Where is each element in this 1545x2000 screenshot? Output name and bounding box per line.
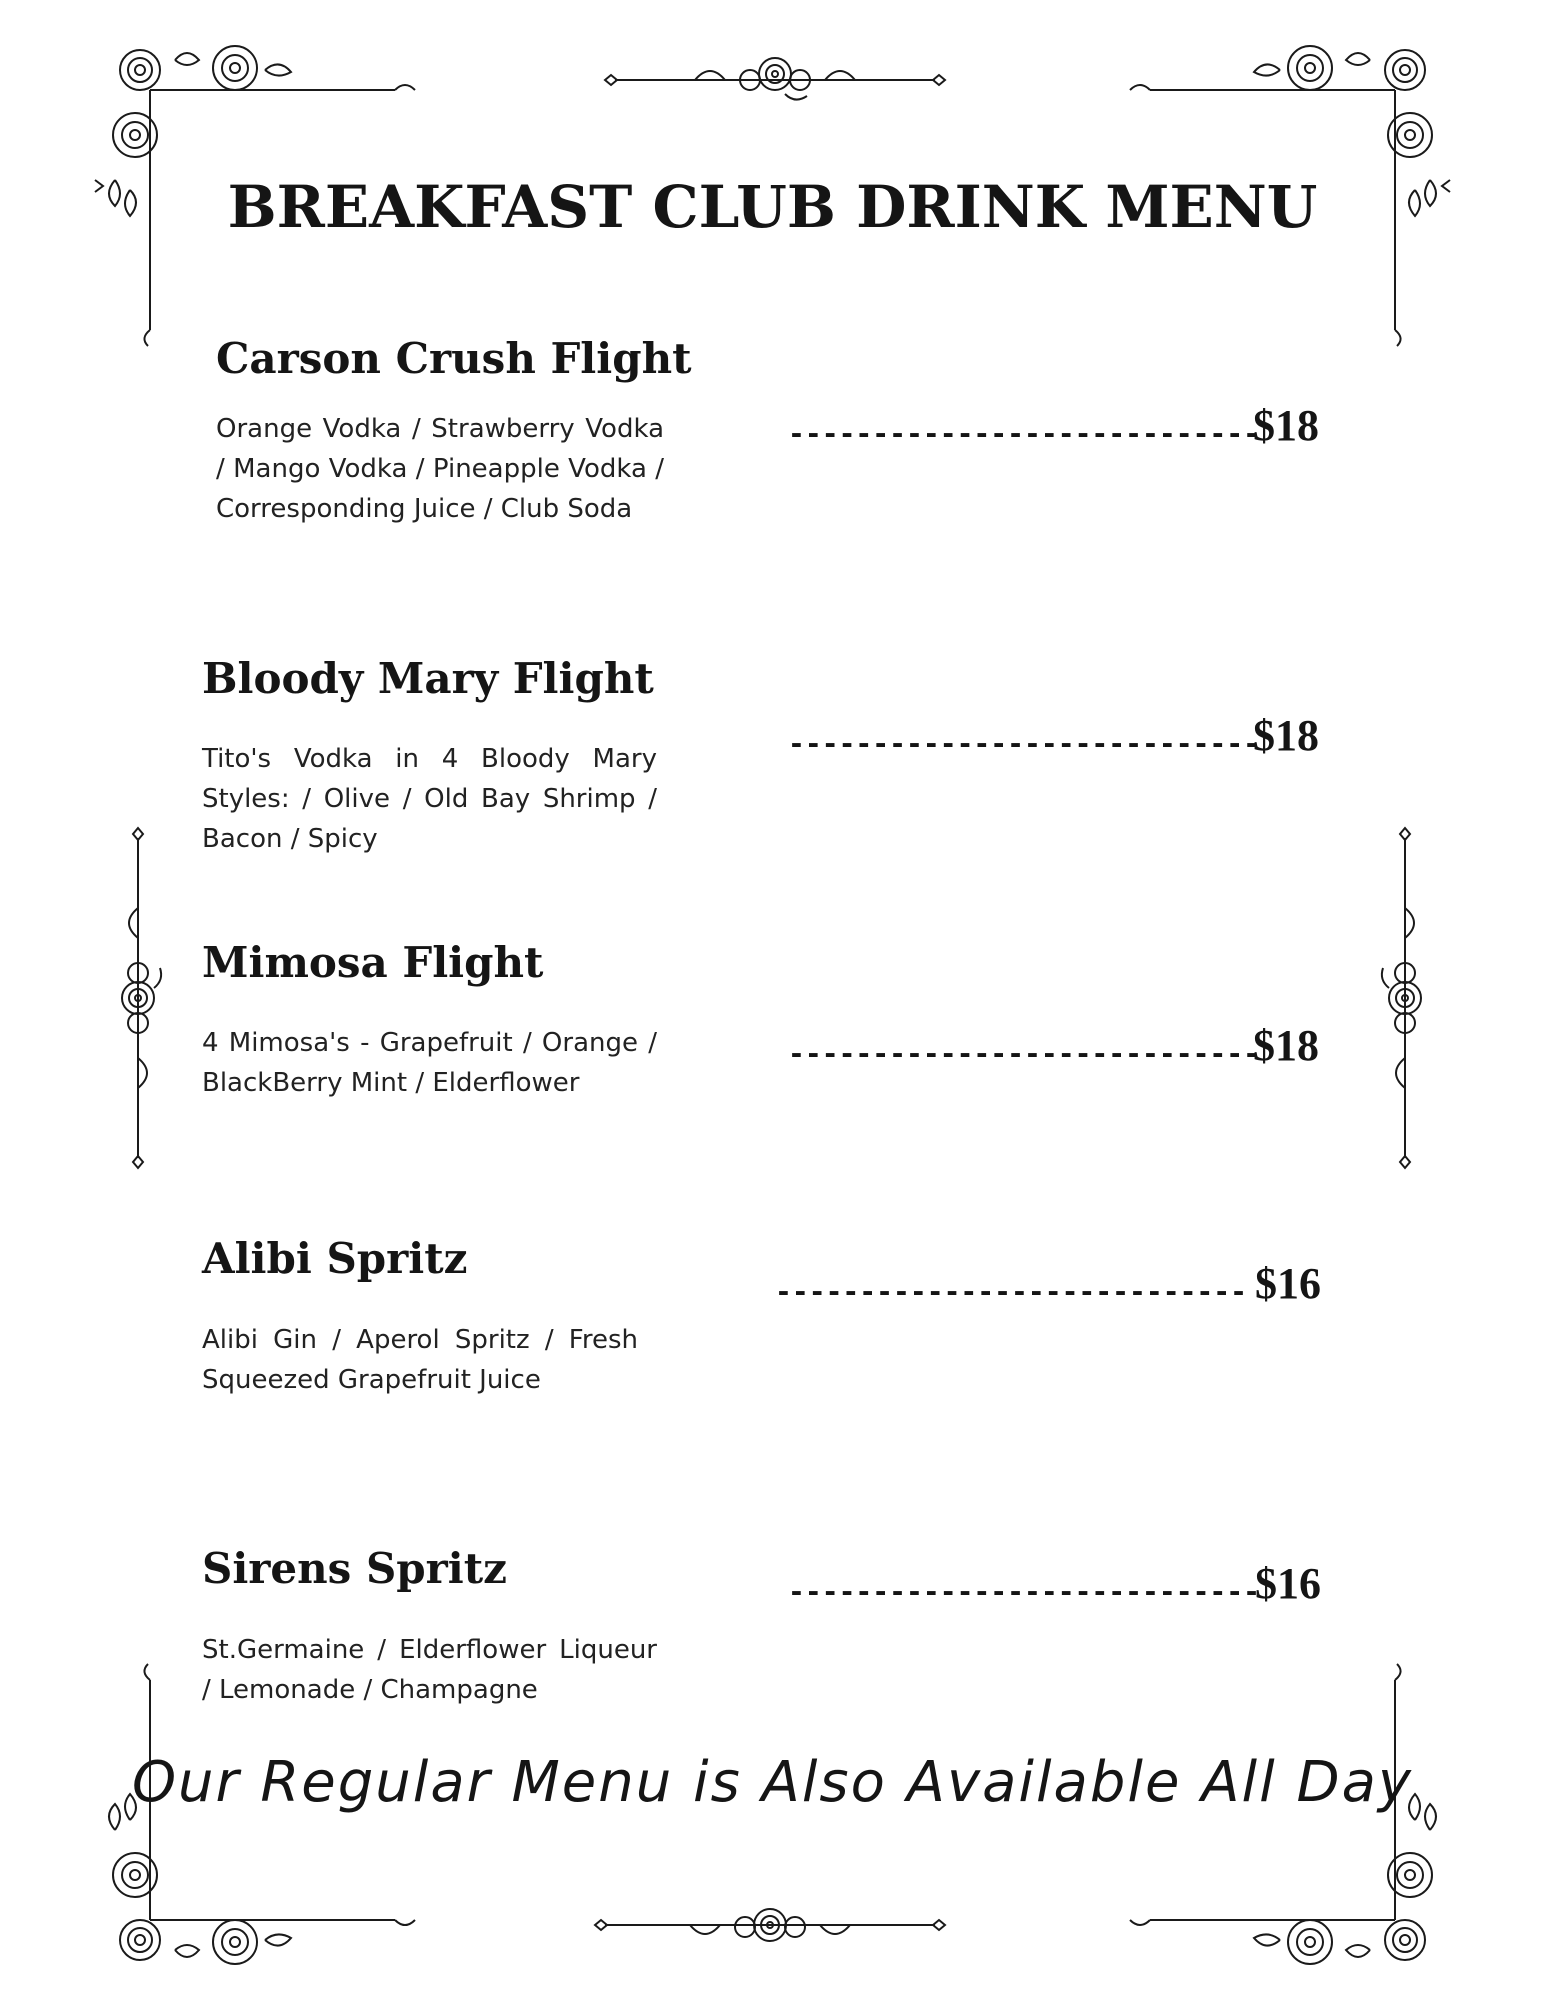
item-price-sirens-spritz: $16 (1255, 1559, 1321, 1608)
item-name-alibi-spritz: Alibi Spritz (202, 1234, 468, 1283)
right-middle-rose-ornament (1375, 828, 1435, 1168)
item-name-mimosa-flight: Mimosa Flight (202, 938, 544, 987)
regular-menu-note: Our Regular Menu is Also Available All Day (131, 1750, 1414, 1815)
bottom-center-rose-ornament (595, 1895, 945, 1955)
price-leader-dots: ---------------------------- (788, 727, 1261, 760)
price-leader-dots: ---------------------------- (775, 1275, 1248, 1308)
item-description-bloody-mary-flight: Tito's Vodka in 4 Bloody Mary Styles: / Olive / Old Bay Shrimp / Bacon / Spicy (202, 744, 657, 854)
item-description-mimosa-flight: 4 Mimosa's - Grapefruit / Orange / BlackBerry Mint / Elderflower (202, 1028, 657, 1098)
price-leader-dots: ---------------------------- (788, 1037, 1261, 1070)
item-name-sirens-spritz: Sirens Spritz (202, 1544, 507, 1593)
left-middle-rose-ornament (108, 828, 168, 1168)
item-price-mimosa-flight: $18 (1253, 1021, 1319, 1070)
menu-title: BREAKFAST CLUB DRINK MENU (227, 173, 1318, 241)
bottom-left-rose-corner-ornament (95, 1670, 415, 1970)
item-name-bloody-mary-flight: Bloody Mary Flight (202, 654, 654, 703)
price-leader-dots: ---------------------------- (788, 1575, 1261, 1608)
item-price-bloody-mary-flight: $18 (1253, 711, 1319, 760)
top-center-rose-ornament (605, 50, 945, 110)
item-description-alibi-spritz: Alibi Gin / Aperol Spritz / Fresh Squeezed Grapefruit Juice (202, 1325, 638, 1395)
item-description-sirens-spritz: St.Germaine / Elderflower Liqueur / Lemonade / Champagne (202, 1635, 657, 1705)
bottom-right-rose-corner-ornament (1130, 1670, 1450, 1970)
item-name-carson-crush-flight: Carson Crush Flight (216, 334, 692, 383)
item-price-alibi-spritz: $16 (1255, 1259, 1321, 1308)
price-leader-dots: ---------------------------- (788, 417, 1261, 450)
item-description-carson-crush-flight: Orange Vodka / Strawberry Vodka / Mango Vodka / Pineapple Vodka / Corresponding Juice / Club Soda (216, 414, 664, 524)
item-price-carson-crush-flight: $18 (1253, 401, 1319, 450)
